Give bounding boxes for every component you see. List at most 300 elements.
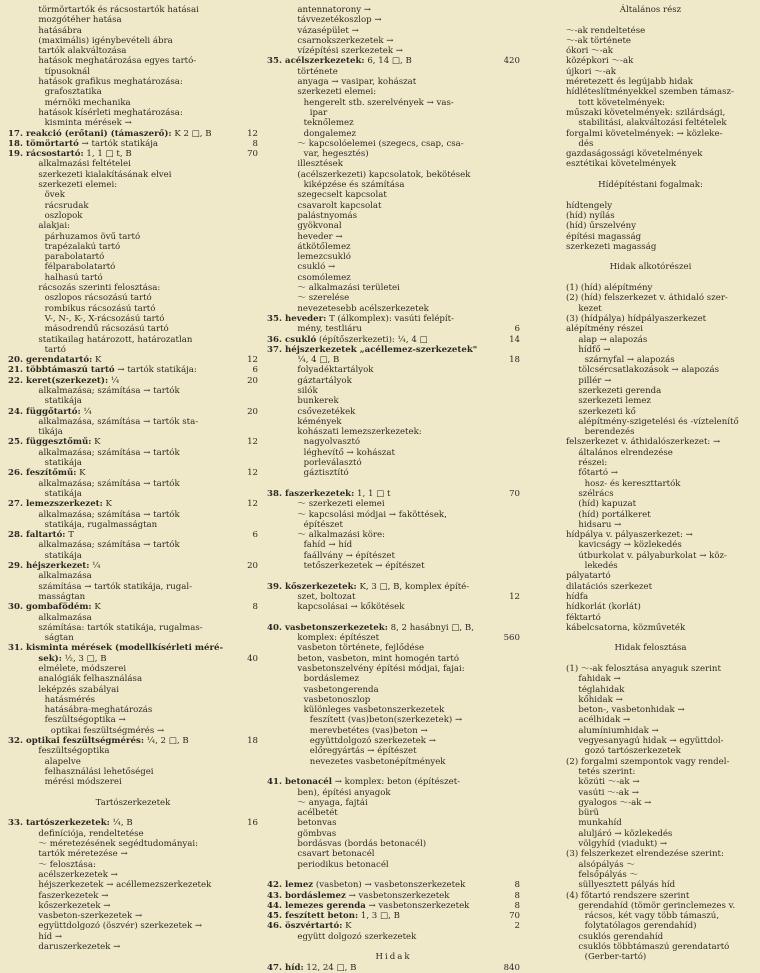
- entry-text: hatások meghatározása egyes tartó-: [38, 56, 197, 67]
- entry-text: kőhidak →: [578, 694, 623, 705]
- entry-text: tölcsércsatlakozások → alapozás: [578, 365, 720, 376]
- index-subentry: [267, 839, 520, 849]
- index-subentry: [548, 26, 753, 36]
- page-count: 12: [247, 468, 258, 479]
- index-subentry: [548, 448, 753, 458]
- entry-text: műszaki követelmények: szilárdsági,: [566, 107, 726, 118]
- index-subentry: [267, 129, 520, 139]
- index-entry: [267, 335, 520, 345]
- page-count: 420: [503, 56, 520, 67]
- entry-text: statikája: [44, 458, 82, 469]
- entry-text: reakció (erőtani) (támaszerő): K 2 □, B: [26, 128, 212, 139]
- entry-text: alkalmazása: [38, 571, 92, 582]
- index-subentry: [8, 551, 258, 561]
- index-subentry: [267, 221, 520, 231]
- index-subentry: [267, 283, 520, 293]
- entry-text: keret(szerkezet): ¼: [26, 375, 120, 386]
- entry-text: gáztartályok: [297, 375, 352, 386]
- entry-text: aluljáró → közlekedés: [578, 828, 673, 839]
- page-count: 8: [514, 880, 520, 891]
- entry-text: (1) (híd) alépítmény: [566, 283, 653, 294]
- index-subentry: [548, 242, 753, 252]
- index-subentry: [267, 613, 520, 623]
- entry-text: szegecselt kapcsolat: [297, 190, 387, 201]
- entry-number: 46.: [267, 921, 282, 932]
- index-subentry: [548, 592, 753, 602]
- index-subentry: [8, 15, 258, 25]
- index-subentry: [8, 252, 258, 262]
- index-subentry: [548, 479, 753, 489]
- entry-text: optikai feszültségmérés: ¼, 2 □, B: [26, 736, 189, 747]
- entry-text: alap → alapozás: [578, 334, 648, 345]
- index-entry: [267, 56, 520, 66]
- index-subentry: [267, 468, 520, 478]
- entry-text: palástnyomás: [297, 210, 357, 221]
- entry-text: együtt dolgozó szerkezetek: [297, 931, 417, 942]
- index-subentry: [548, 880, 753, 890]
- entry-text: rombikus rácsozású tartó: [44, 303, 156, 314]
- index-subentry: [548, 695, 753, 705]
- index-subentry: [548, 304, 753, 314]
- index-subentry: [548, 335, 753, 345]
- entry-text: acélszerkezetek →: [38, 869, 118, 880]
- entry-text: nevezetes vasbetonépítmények: [309, 756, 446, 767]
- index-subentry: [267, 87, 520, 97]
- entry-text: gyökvonal: [297, 221, 342, 232]
- index-subentry: [267, 139, 520, 149]
- index-subentry: [548, 87, 753, 97]
- entry-text: csavart betonacél: [297, 849, 375, 860]
- index-entry: [8, 355, 258, 365]
- index-subentry: [8, 613, 258, 623]
- index-subentry: [548, 736, 753, 746]
- section-heading: [8, 798, 258, 808]
- index-subentry: [267, 757, 520, 767]
- entry-text: ipar: [309, 107, 328, 118]
- entry-text: alkalmazási feltételei: [38, 159, 131, 170]
- index-entry: [267, 623, 520, 633]
- index-entry: [8, 602, 258, 612]
- page-count: 12: [247, 355, 258, 366]
- entry-text: (híd) portálkeret: [578, 509, 651, 520]
- entry-text: ～ kapcsolási módjai → faköttések,: [297, 509, 447, 520]
- index-subentry: [548, 551, 753, 561]
- entry-text: lekedés: [584, 561, 618, 572]
- entry-text: újkori ～-ak: [566, 66, 616, 77]
- index-subentry: [267, 118, 520, 128]
- page-count: 12: [247, 437, 258, 448]
- index-subentry: [548, 283, 753, 293]
- entry-text: feszültségoptika →: [44, 715, 126, 726]
- index-subentry: [548, 386, 753, 396]
- index-subentry: [8, 56, 258, 66]
- entry-text: ～ kapcsolóelemei (szegecs, csap, csa-: [297, 138, 464, 149]
- index-subentry: [548, 314, 753, 324]
- index-entry: [8, 530, 258, 540]
- entry-text: hídtengely: [566, 200, 613, 211]
- entry-text: halhasú tartó: [44, 272, 103, 283]
- entry-text: gömbvas: [297, 828, 337, 839]
- entry-text: (Gerber-tartó): [584, 952, 647, 963]
- index-subentry: [267, 355, 520, 365]
- index-column-3: [548, 5, 753, 963]
- index-subentry: [267, 592, 520, 602]
- entry-text: gerendatartó: K: [26, 355, 102, 366]
- index-subentry: [267, 386, 520, 396]
- entry-text: ～-ak rendeltetése: [566, 25, 646, 36]
- index-subentry: [8, 664, 258, 674]
- entry-text: munkahíd: [578, 818, 622, 829]
- index-subentry: [8, 726, 258, 736]
- entry-text: oszlopos rácsozású tartó: [44, 293, 152, 304]
- entry-text: leképzés szabályai: [38, 684, 119, 695]
- page-count: 70: [509, 488, 520, 499]
- entry-text: számítása: tartók statikája, rugalmas-: [38, 622, 203, 633]
- page-count: 8: [252, 602, 258, 613]
- index-entry: [267, 911, 520, 921]
- page-count: 8: [514, 900, 520, 911]
- entry-text: hosz- és kereszttartók: [584, 478, 681, 489]
- entry-text: alkalmazása; számítása → tartók: [38, 509, 180, 520]
- entry-text: bunkerek: [297, 396, 339, 407]
- entry-text: híd: 12, 24 □, B: [285, 962, 357, 973]
- entry-text: hatásábra-meghatározás: [44, 705, 153, 716]
- index-subentry: [8, 458, 258, 468]
- index-subentry: [8, 685, 258, 695]
- entry-text: faltartó: T: [26, 530, 74, 541]
- index-subentry: [8, 345, 258, 355]
- index-subentry: [267, 633, 520, 643]
- index-subentry: [267, 242, 520, 252]
- entry-text: csomólemez: [297, 272, 351, 283]
- index-subentry: [267, 664, 520, 674]
- index-entry: [8, 643, 258, 653]
- entry-number: 21.: [8, 365, 23, 376]
- page-count: 8: [514, 890, 520, 901]
- entry-text: ságtan: [44, 633, 74, 644]
- index-subentry: [548, 458, 753, 468]
- entry-number: 36.: [267, 334, 282, 345]
- heading-text: Hidak felosztása: [614, 643, 687, 654]
- index-subentry: [8, 417, 258, 427]
- index-subentry: [548, 746, 753, 756]
- index-subentry: [267, 540, 520, 550]
- entry-text: héjszerkezetek „acéllemez-szerkezetek": [285, 344, 478, 355]
- index-subentry: [267, 932, 520, 942]
- entry-text: beton, vasbeton, mint homogén tartó: [297, 653, 460, 664]
- entry-text: bordáslemez: [303, 674, 360, 685]
- entry-text: alkalmazása, számítása → tartók sta-: [38, 416, 199, 427]
- index-subentry: [267, 201, 520, 211]
- index-subentry: [548, 911, 753, 921]
- index-subentry: [267, 159, 520, 169]
- index-subentry: [8, 201, 258, 211]
- entry-text: bordáslemez → vasbetonszerkezetek: [285, 890, 450, 901]
- index-subentry: [548, 952, 753, 962]
- entry-text: ～ alkalmazási területei: [297, 283, 400, 294]
- index-subentry: [267, 262, 520, 272]
- index-subentry: [267, 98, 520, 108]
- entry-text: merevbetétes (vas)beton →: [309, 725, 428, 736]
- index-subentry: [548, 468, 753, 478]
- entry-text: feszített beton: 1, 3 □, B: [285, 911, 400, 922]
- index-subentry: [548, 396, 753, 406]
- entry-text: szerkezeti gerenda: [578, 385, 662, 396]
- entry-text: függesztőmű: K: [26, 437, 101, 448]
- entry-text: grafosztatika: [44, 87, 102, 98]
- entry-text: másodrendű rácsozású tartó: [44, 324, 169, 335]
- index-subentry: [548, 365, 753, 375]
- index-subentry: [548, 777, 753, 787]
- heading-text: Tartószerkezetek: [95, 797, 171, 808]
- index-subentry: [8, 232, 258, 242]
- entry-text: komplex: építészet: [297, 633, 380, 644]
- index-entry: [267, 901, 520, 911]
- index-subentry: [548, 654, 753, 664]
- entry-text: övek: [44, 190, 65, 201]
- entry-text: alakjai:: [38, 221, 71, 232]
- entry-text: faszerkezetek: 1, 1 □ t: [285, 488, 391, 499]
- entry-text: fahidak →: [578, 674, 621, 685]
- entry-text: alsópályás ～: [578, 859, 635, 870]
- entry-text: trapézalakú tartó: [44, 241, 121, 252]
- index-subentry: [8, 489, 258, 499]
- page-count: 40: [247, 653, 258, 664]
- entry-number: 44.: [267, 900, 282, 911]
- index-entry: [267, 314, 520, 324]
- heading-text: Általános rész: [619, 5, 682, 15]
- entry-text: vasbetonszerkezetek: 8, 2 hasábnyi □, B,: [285, 622, 474, 633]
- entry-number: 45.: [267, 911, 282, 922]
- index-subentry: [548, 407, 753, 417]
- index-subentry: [267, 427, 520, 437]
- entry-text: építési magasság: [566, 231, 642, 242]
- entry-text: acélhidak →: [578, 715, 631, 726]
- entry-text: különleges vasbetonszerkezetek: [303, 705, 445, 716]
- index-subentry: [548, 170, 753, 180]
- index-subentry: [267, 252, 520, 262]
- index-subentry: [548, 201, 753, 211]
- entry-text: berendezés: [584, 427, 635, 438]
- index-subentry: [548, 211, 753, 221]
- entry-text: alépítmény-szigetelési és -víztelenítő: [578, 416, 739, 427]
- entry-text: híd →: [38, 931, 63, 942]
- index-subentry: [548, 149, 753, 159]
- entry-text: csuklós gerendahíd: [578, 931, 664, 942]
- index-entry: [267, 582, 520, 592]
- entry-text: feszített (vas)beton(szerkezetek) →: [309, 715, 463, 726]
- page-count: 6: [514, 324, 520, 335]
- entry-text: völgyhíd (viadukt) →: [578, 839, 668, 850]
- entry-text: acélszerkezetek: 6, 14 □, B: [285, 56, 412, 67]
- entry-text: tartók alakváltozása: [38, 46, 127, 57]
- entry-text: vegyesanyagú hidak → együttdol-: [578, 736, 724, 747]
- index-subentry: [267, 324, 520, 334]
- entry-text: tetés szerint:: [578, 766, 636, 777]
- entry-text: hídfő →: [578, 344, 611, 355]
- index-subentry: [8, 190, 258, 200]
- index-subentry: [8, 335, 258, 345]
- index-subentry: [8, 942, 258, 952]
- entry-text: típusoknál: [44, 66, 91, 77]
- entry-text: lemezszerkezet: K: [26, 499, 112, 510]
- entry-text: ～ anyaga, fajtái: [297, 797, 368, 808]
- entry-text: var, hegesztés): [303, 149, 369, 160]
- index-subentry: [548, 355, 753, 365]
- index-subentry: [267, 829, 520, 839]
- index-subentry: [548, 273, 753, 283]
- entry-text: dilatációs szerkezet: [566, 581, 653, 592]
- entry-text: kavicságy → közlekedés: [578, 540, 682, 551]
- entry-text: statikája: [44, 550, 82, 561]
- entry-text: átkötőlemez: [297, 241, 351, 252]
- entry-text: nevezetesebb acélszerkezetek: [297, 303, 429, 314]
- entry-text: kábelcsatorna, közműveték: [566, 622, 686, 633]
- entry-text: csukló →: [297, 262, 336, 273]
- entry-text: méretezett és legújabb hidak: [566, 77, 693, 88]
- index-subentry: [267, 695, 520, 705]
- index-subentry: [548, 221, 753, 231]
- index-subentry: [267, 26, 520, 36]
- entry-number: 30.: [8, 602, 23, 613]
- entry-number: 27.: [8, 499, 23, 510]
- entry-text: gáztisztító: [303, 468, 349, 479]
- index-entry: [8, 468, 258, 478]
- index-subentry: [548, 561, 753, 571]
- index-subentry: [548, 808, 753, 818]
- entry-text: hídkorlát (korlát): [566, 602, 641, 613]
- entry-text: süllyesztett pályás híd: [578, 880, 676, 891]
- index-subentry: [548, 860, 753, 870]
- entry-text: pillér →: [578, 375, 612, 386]
- index-subentry: [8, 901, 258, 911]
- entry-text: definíciója, rendeltetése: [38, 828, 144, 839]
- entry-number: 22.: [8, 375, 23, 386]
- index-subentry: [548, 849, 753, 859]
- index-subentry: [548, 376, 753, 386]
- index-subentry: [548, 870, 753, 880]
- entry-text: vízépítési szerkezetek →: [297, 46, 404, 57]
- entry-text: gyalogos ～-ak →: [578, 797, 652, 808]
- index-subentry: [548, 489, 753, 499]
- index-entry: [8, 139, 258, 149]
- entry-text: statikája, rugalmasságtan: [44, 519, 158, 530]
- index-subentry: [267, 571, 520, 581]
- index-subentry: [548, 252, 753, 262]
- entry-text: szerkezeti elemei:: [38, 180, 118, 191]
- entry-text: porleválasztó: [303, 458, 362, 469]
- index-subentry: [548, 98, 753, 108]
- entry-number: 47.: [267, 962, 282, 973]
- index-subentry: [8, 921, 258, 931]
- index-subentry: [548, 623, 753, 633]
- entry-number: 17.: [8, 128, 23, 139]
- entry-text: masságtan: [38, 591, 86, 602]
- index-subentry: [548, 293, 753, 303]
- page-count: 12: [247, 499, 258, 510]
- index-subentry: [8, 36, 258, 46]
- entry-text: törmörtartók és rácsostartók hatásai: [38, 5, 199, 15]
- entry-number: 38.: [267, 488, 282, 499]
- entry-text: daruszerkezetek →: [38, 942, 121, 953]
- index-subentry: [267, 746, 520, 756]
- entry-number: 25.: [8, 437, 23, 448]
- index-subentry: [267, 942, 520, 952]
- index-subentry: [548, 36, 753, 46]
- index-subentry: [548, 726, 753, 736]
- index-subentry: [8, 180, 258, 190]
- entry-text: (híd) kapuzat: [578, 499, 637, 510]
- index-subentry: [8, 695, 258, 705]
- entry-text: anyaga → vasipar, kohászat: [297, 77, 417, 88]
- index-subentry: [8, 77, 258, 87]
- index-subentry: [267, 767, 520, 777]
- index-subentry: [548, 540, 753, 550]
- index-subentry: [548, 15, 753, 25]
- entry-text: felhasználási lehetőségei: [44, 766, 154, 777]
- index-subentry: [267, 36, 520, 46]
- index-subentry: [548, 901, 753, 911]
- entry-number: 42.: [267, 880, 282, 891]
- index-subentry: [8, 788, 258, 798]
- entry-text: teknőlemez: [303, 118, 354, 129]
- index-subentry: [267, 510, 520, 520]
- index-subentry: [8, 67, 258, 77]
- entry-text: téglahidak: [578, 684, 625, 695]
- index-subentry: [548, 818, 753, 828]
- entry-text: (3) (hídpálya) hídpályaszerkezet: [566, 313, 707, 324]
- index-subentry: [8, 108, 258, 118]
- entry-text: párhuzamos övű tartó: [44, 231, 141, 242]
- index-subentry: [267, 499, 520, 509]
- index-entry: [267, 891, 520, 901]
- section-heading: [548, 643, 753, 653]
- index-column-1: [8, 5, 258, 952]
- index-subentry: [8, 571, 258, 581]
- index-subentry: [8, 304, 258, 314]
- index-subentry: [267, 860, 520, 870]
- index-subentry: [548, 705, 753, 715]
- index-subentry: [267, 602, 520, 612]
- entry-text: vasbeton-szerkezetek →: [38, 911, 143, 922]
- page-count: 18: [247, 736, 258, 747]
- entry-text: tott követelmények:: [578, 97, 666, 108]
- index-entry: [8, 365, 258, 375]
- entry-text: pályatartó: [566, 571, 611, 582]
- index-subentry: [548, 685, 753, 695]
- entry-text: alkalmazása; számítása → tartók: [38, 385, 180, 396]
- index-subentry: [267, 273, 520, 283]
- entry-text: szerkezeti kialakításának elvei: [38, 169, 172, 180]
- entry-text: ～ alkalmazási köre:: [297, 530, 385, 541]
- entry-text: öszvértartó: K: [285, 921, 352, 932]
- entry-text: folytatólagos gerendahíd): [584, 921, 697, 932]
- index-subentry: [267, 808, 520, 818]
- index-subentry: [267, 530, 520, 540]
- entry-text: szerkezeti magasság: [566, 241, 657, 252]
- index-subentry: [267, 190, 520, 200]
- entry-text: hídfa: [566, 591, 589, 602]
- entry-text: sek): ½, 3 □, B: [38, 653, 107, 664]
- index-subentry: [8, 654, 258, 664]
- entry-text: (2) forgalmi szempontok vagy rendel-: [566, 756, 730, 767]
- index-subentry: [267, 407, 520, 417]
- entry-text: optikai feszültségmérés →: [50, 725, 165, 736]
- page-count: 2: [514, 921, 520, 932]
- index-subentry: [267, 376, 520, 386]
- index-subentry: [548, 602, 753, 612]
- entry-text: hidsaru →: [578, 519, 622, 530]
